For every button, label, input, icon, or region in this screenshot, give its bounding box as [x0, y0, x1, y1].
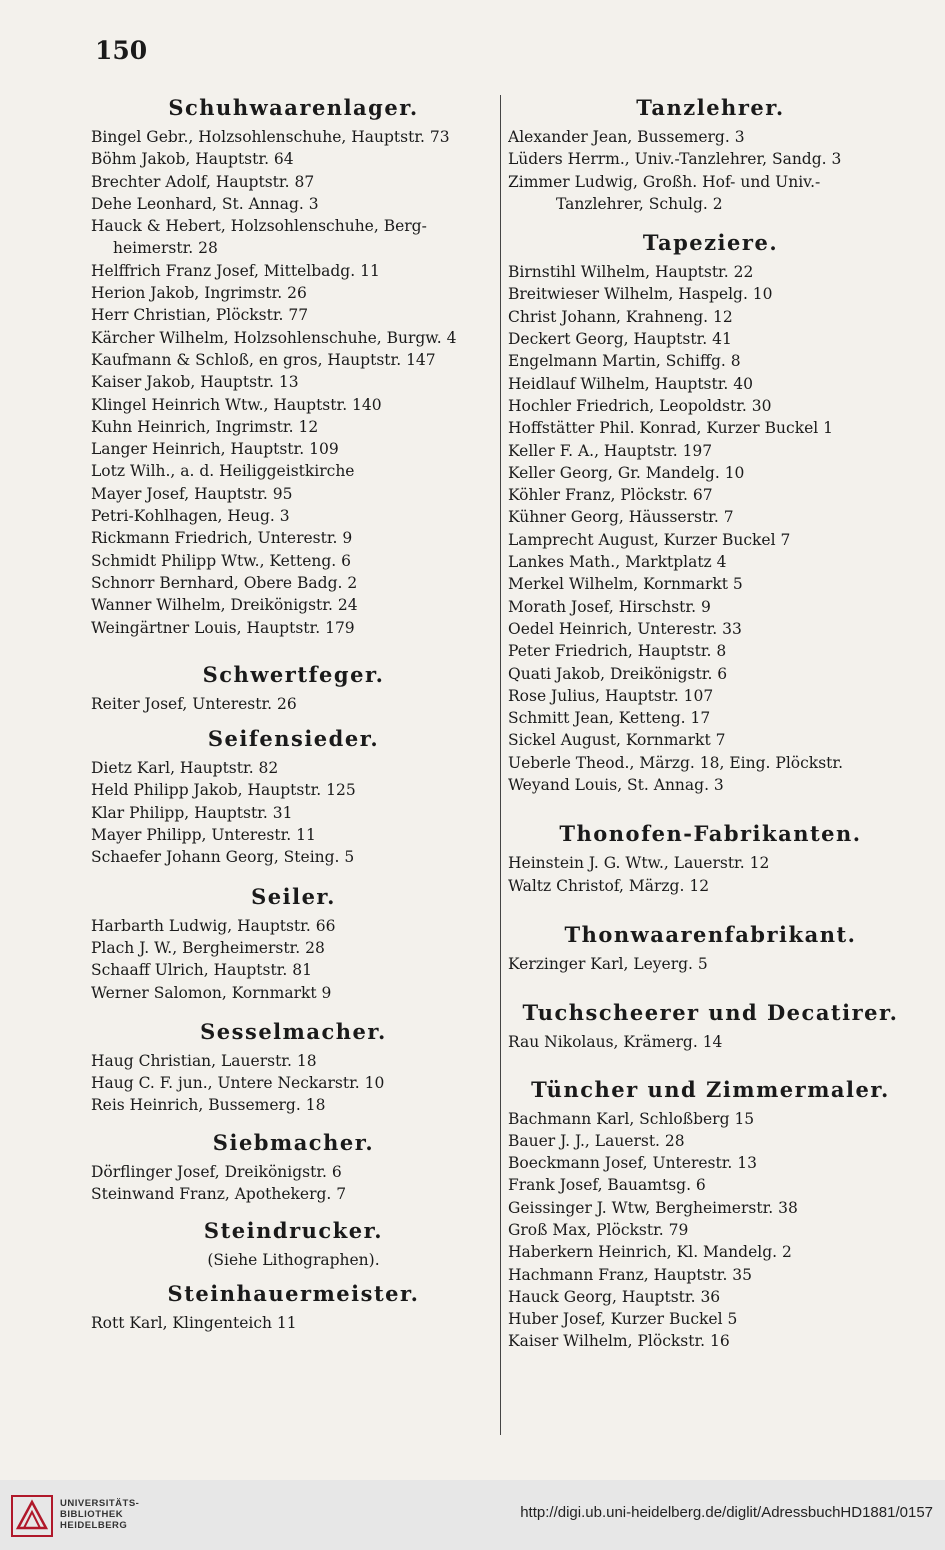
directory-entry: Plach J. W., Bergheimerstr. 28: [91, 938, 325, 957]
directory-entry: Dehe Leonhard, St. Annag. 3: [91, 194, 319, 213]
section-heading: Siebmacher.: [212, 1129, 375, 1155]
directory-entry: Kaiser Jakob, Hauptstr. 13: [91, 373, 299, 392]
section-heading: Seifensieder.: [207, 726, 380, 752]
directory-entry: Held Philipp Jakob, Hauptstr. 125: [91, 781, 356, 800]
directory-entry: Schmidt Philipp Wtw., Ketteng. 6: [91, 551, 352, 570]
directory-entry: Quati Jakob, Dreikönigstr. 6: [508, 664, 728, 683]
directory-entry: Huber Josef, Kurzer Buckel 5: [508, 1310, 738, 1329]
directory-entry: Brechter Adolf, Hauptstr. 87: [91, 172, 315, 191]
section-heading: Seiler.: [251, 883, 336, 909]
directory-entry: Morath Josef, Hirschstr. 9: [508, 597, 711, 616]
directory-entry: Rott Karl, Klingenteich 11: [91, 1313, 297, 1332]
section-heading: Thonwaarenfabrikant.: [564, 921, 857, 947]
directory-entry: Dietz Karl, Hauptstr. 82: [91, 759, 279, 778]
section-heading: Thonofen-Fabrikanten.: [559, 821, 862, 847]
directory-entry: Rose Julius, Hauptstr. 107: [508, 686, 714, 705]
directory-entry: Christ Johann, Krahneng. 12: [508, 307, 733, 326]
university-library-logo-icon: [10, 1494, 54, 1538]
section-heading: Schwertfeger.: [202, 661, 385, 687]
directory-entry: Breitwieser Wilhelm, Haspelg. 10: [508, 285, 773, 304]
section-heading: Tuchscheerer und Decatirer.: [522, 1000, 899, 1026]
section-note: (Siehe Lithographen).: [207, 1251, 380, 1270]
directory-entry: Schaaff Ulrich, Hauptstr. 81: [91, 961, 312, 980]
directory-entry: Birnstihl Wilhelm, Hauptstr. 22: [508, 263, 754, 282]
directory-entry: Bauer J. J., Lauerst. 28: [508, 1131, 685, 1150]
directory-entry: Oedel Heinrich, Unterestr. 33: [508, 619, 742, 638]
directory-entry: Böhm Jakob, Hauptstr. 64: [91, 150, 294, 169]
library-name-line: UNIVERSITÄTS-: [60, 1498, 140, 1509]
directory-entry: Petri-Kohlhagen, Heug. 3: [91, 507, 290, 526]
directory-entry: heimerstr. 28: [113, 239, 218, 258]
directory-entry: Kerzinger Karl, Leyerg. 5: [508, 954, 708, 973]
directory-entry: Schaefer Johann Georg, Steing. 5: [91, 848, 355, 867]
directory-entry: Reiter Josef, Unterestr. 26: [91, 694, 297, 713]
directory-entry: Wanner Wilhelm, Dreikönigstr. 24: [91, 596, 358, 615]
directory-entry: Lotz Wilh., a. d. Heiliggeistkirche: [91, 462, 355, 481]
directory-entry: Peter Friedrich, Hauptstr. 8: [508, 642, 727, 661]
directory-entry: Rickmann Friedrich, Unterestr. 9: [91, 529, 353, 548]
directory-entry: Ueberle Theod., Märzg. 18, Eing. Plöckstr.: [508, 753, 844, 772]
directory-entry: Engelmann Martin, Schiffg. 8: [508, 352, 741, 371]
directory-entry: Schmitt Jean, Ketteng. 17: [508, 709, 711, 728]
section-heading: Tapeziere.: [642, 230, 779, 256]
directory-entry: Waltz Christof, Märzg. 12: [508, 876, 710, 895]
directory-entry: Helffrich Franz Josef, Mittelbadg. 11: [91, 261, 380, 280]
directory-entry: Werner Salomon, Kornmarkt 9: [91, 983, 332, 1002]
column-divider: [500, 95, 501, 1435]
directory-entry: Keller Georg, Gr. Mandelg. 10: [508, 463, 745, 482]
library-name-line: BIBLIOTHEK: [60, 1509, 124, 1520]
directory-entry: Hochler Friedrich, Leopoldstr. 30: [508, 396, 772, 415]
directory-entry: Klingel Heinrich Wtw., Hauptstr. 140: [91, 395, 382, 414]
library-name: [60, 1498, 139, 1531]
library-name-line: HEIDELBERG: [60, 1520, 128, 1531]
directory-entry: Keller F. A., Hauptstr. 197: [508, 441, 713, 460]
directory-entry: Sickel August, Kornmarkt 7: [508, 731, 726, 750]
section-heading: Steinhauermeister.: [167, 1280, 420, 1306]
left-column: [91, 92, 496, 1334]
directory-entry: Alexander Jean, Bussemerg. 3: [508, 128, 745, 146]
directory-entry: Merkel Wilhelm, Kornmarkt 5: [508, 575, 743, 594]
directory-entry: Kuhn Heinrich, Ingrimstr. 12: [91, 417, 319, 436]
section-heading: Tanzlehrer.: [636, 95, 785, 120]
directory-entry: Steinwand Franz, Apothekerg. 7: [91, 1184, 347, 1203]
directory-entry: Kaufmann & Schloß, en gros, Hauptstr. 147: [91, 350, 436, 369]
permalink-url[interactable]: http://digi.ub.uni-heidelberg.de/diglit/AdressbuchHD1881/0157: [520, 1504, 933, 1521]
directory-entry: Kaiser Wilhelm, Plöckstr. 16: [508, 1332, 730, 1351]
directory-entry: Mayer Philipp, Unterestr. 11: [91, 826, 316, 845]
directory-entry: Mayer Josef, Hauptstr. 95: [91, 484, 293, 503]
directory-entry: Herr Christian, Plöckstr. 77: [91, 306, 309, 325]
directory-entry: Tanzlehrer, Schulg. 2: [556, 194, 723, 213]
section-heading: Schuhwaarenlager.: [168, 95, 419, 120]
directory-entry: Haug C. F. jun., Untere Neckarstr. 10: [91, 1074, 385, 1093]
directory-entry: Groß Max, Plöckstr. 79: [508, 1220, 689, 1239]
directory-entry: Heidlauf Wilhelm, Hauptstr. 40: [508, 374, 754, 393]
directory-entry: Haberkern Heinrich, Kl. Mandelg. 2: [508, 1243, 792, 1262]
section-heading: Tüncher und Zimmermaler.: [531, 1076, 890, 1102]
directory-entry: Klar Philipp, Hauptstr. 31: [91, 803, 293, 822]
directory-entry: Haug Christian, Lauerstr. 18: [91, 1051, 317, 1070]
directory-entry: Schnorr Bernhard, Obere Badg. 2: [91, 573, 358, 592]
directory-entry: Zimmer Ludwig, Großh. Hof- und Univ.-: [508, 172, 821, 191]
directory-entry: Lamprecht August, Kurzer Buckel 7: [508, 530, 791, 549]
directory-entry: Hoffstätter Phil. Konrad, Kurzer Buckel 1: [508, 419, 834, 438]
directory-entry: Lankes Math., Marktplatz 4: [508, 553, 727, 572]
section-heading: Sesselmacher.: [200, 1018, 387, 1044]
directory-entry: Hauck & Hebert, Holzsohlenschuhe, Berg-: [91, 217, 427, 236]
directory-entry: Herion Jakob, Ingrimstr. 26: [91, 284, 307, 303]
directory-entry: Harbarth Ludwig, Hauptstr. 66: [91, 916, 336, 935]
directory-entry: Rau Nikolaus, Krämerg. 14: [508, 1033, 723, 1052]
directory-entry: Heinstein J. G. Wtw., Lauerstr. 12: [508, 854, 770, 873]
directory-entry: Köhler Franz, Plöckstr. 67: [508, 486, 713, 505]
directory-entry: Kühner Georg, Häusserstr. 7: [508, 508, 734, 527]
directory-entry: Frank Josef, Bauamtsg. 6: [508, 1176, 706, 1195]
directory-entry: Langer Heinrich, Hauptstr. 109: [91, 440, 339, 459]
directory-entry: Bingel Gebr., Holzsohlenschuhe, Hauptstr. 73: [91, 128, 450, 146]
directory-entry: Hauck Georg, Hauptstr. 36: [508, 1287, 721, 1306]
viewer-footer: [0, 1480, 945, 1550]
directory-entry: Boeckmann Josef, Unterestr. 13: [508, 1154, 758, 1173]
directory-entry: Hachmann Franz, Hauptstr. 35: [508, 1265, 753, 1284]
page-number: 150: [95, 36, 148, 65]
directory-entry: Geissinger J. Wtw, Bergheimerstr. 38: [508, 1198, 798, 1217]
directory-entry: Weyand Louis, St. Annag. 3: [508, 776, 724, 795]
directory-entry: Weingärtner Louis, Hauptstr. 179: [91, 618, 355, 637]
section-heading: Steindrucker.: [203, 1218, 384, 1244]
directory-entry: Bachmann Karl, Schloßberg 15: [508, 1109, 755, 1128]
directory-entry: Kärcher Wilhelm, Holzsohlenschuhe, Burgw. 4: [91, 328, 457, 347]
directory-entry: Reis Heinrich, Bussemerg. 18: [91, 1096, 326, 1115]
directory-entry: Dörflinger Josef, Dreikönigstr. 6: [91, 1162, 342, 1181]
directory-entry: Lüders Herrm., Univ.-Tanzlehrer, Sandg. 3: [508, 150, 842, 169]
right-column: [508, 92, 913, 1353]
directory-entry: Deckert Georg, Hauptstr. 41: [508, 330, 732, 349]
